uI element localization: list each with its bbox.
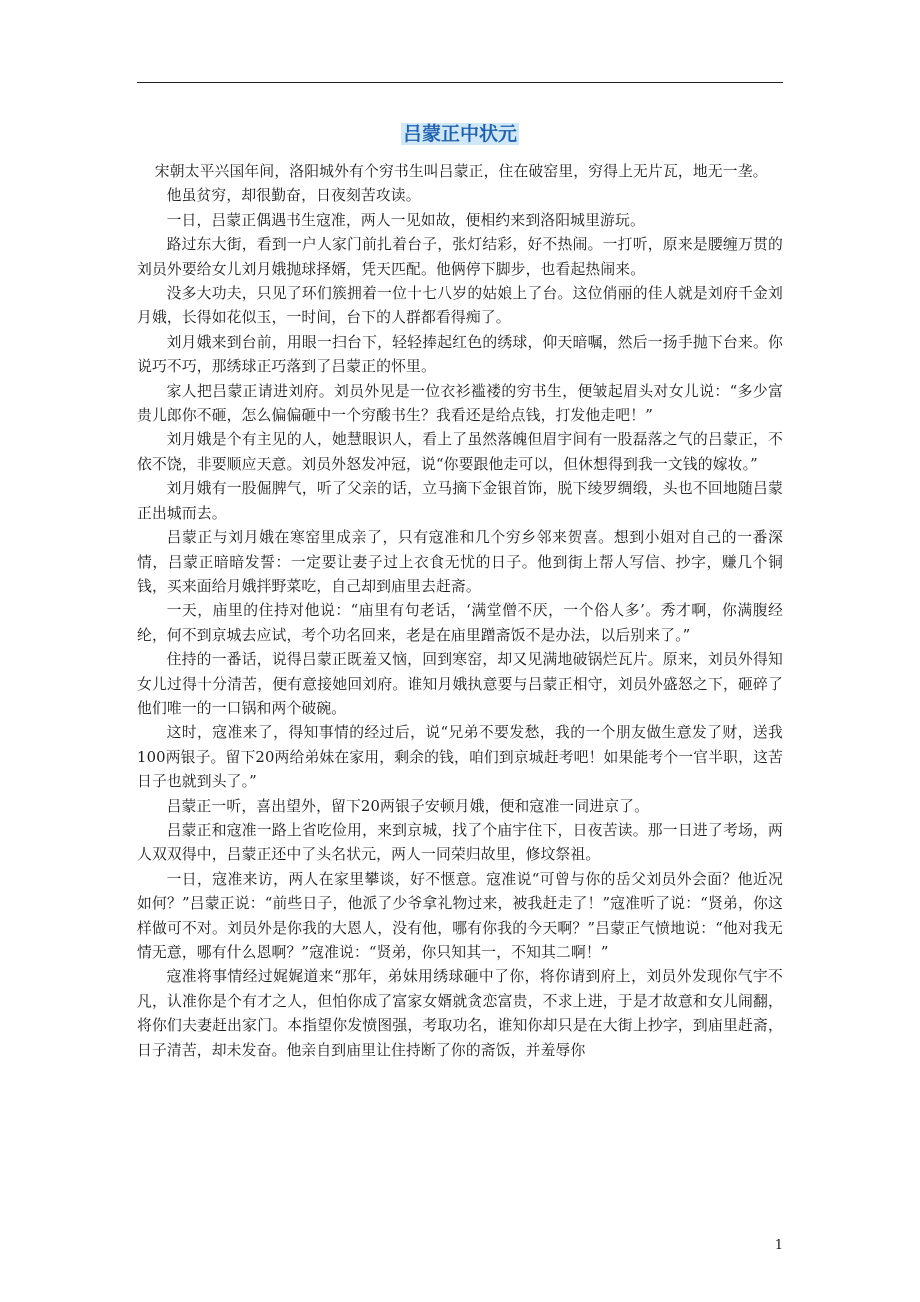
- paragraph: 寇准将事情经过娓娓道来“那年，弟妹用绣球砸中了你，将你请到府上，刘员外发现你气宇不凡，认准你是个有才之人，但怕你成了富家女婿就贪恋富贵，不求上进，于是才故意和女儿闹翻，将你们夫妻赶出家门。本指望你发愤图强，考取功名，谁知你却只是在大街上抄字，到庙里赶斋，日子清苦，却未发奋。他亲自到庙里让住持断了你的斋饭，并羞辱你: [137, 968, 783, 1059]
- document-title-text: 吕蒙正中状元: [402, 123, 517, 145]
- page-number: 1: [774, 1238, 783, 1253]
- paragraph: 一日，寇准来访，两人在家里攀谈，好不惬意。寇准说“可曾与你的岳父刘员外会面？他近况如何？”吕蒙正说：“前些日子，他派了少爷拿礼物过来，被我赶走了！”寇准听了说：“贤弟，你这样做可不对。刘员外是你我的大恩人，没有他，哪有你我的今天啊？”吕蒙正气愤地说：“他对我无情无意，哪有什么恩啊？”寇准说：“贤弟，你只知其一，不知其二啊！”: [137, 870, 783, 961]
- paragraph: 刘月娥有一股倔脾气，听了父亲的话，立马摘下金银首饰，脱下绫罗绸缎，头也不回地随吕蒙正出城而去。: [137, 480, 783, 522]
- paragraph: 吕蒙正与刘月娥在寒窑里成亲了，只有寇准和几个穷乡邻来贺喜。想到小姐对自己的一番深情，吕蒙正暗暗发誓：一定要让妻子过上衣食无忧的日子。他到街上帮人写信、抄字，赚几个铜钱，买来面给月娥拌野菜吃，自己却到庙里去赶斋。: [137, 529, 783, 595]
- paragraph: 吕蒙正和寇准一路上省吃俭用，来到京城，找了个庙宇住下，日夜苦读。那一日进了考场，两人双双得中，吕蒙正还中了头名状元，两人一同荣归故里，修坟祭祖。: [137, 821, 783, 864]
- paragraph: 住持的一番话，说得吕蒙正既羞又恼，回到寒窑，却又见满地破锅烂瓦片。原来，刘员外得知女儿过得十分清苦，便有意接她回刘府。谁知月娥执意要与吕蒙正相守，刘员外盛怒之下，砸碎了他们唯一的一口锅和两个破碗。: [137, 651, 783, 717]
- paragraph: 路过东大街，看到一户人家门前扎着台子，张灯结彩，好不热闹。一打听，原来是腰缠万贯的刘员外要给女儿刘月娥抛球择婿，凭天匹配。他俩停下脚步，也看起热闹来。: [137, 236, 783, 278]
- paragraph: 没多大功夫，只见了环们簇拥着一位十七八岁的姑娘上了台。这位俏丽的佳人就是刘府千金刘月娥，长得如花似玉，一时间，台下的人群都看得痴了。: [137, 285, 783, 327]
- document-title: [0, 119, 920, 149]
- paragraph: 吕蒙正一听，喜出望外，留下20两银子安顿月娥，便和寇准一同进京了。: [166, 797, 650, 815]
- paragraph: 刘月娥来到台前，用眼一扫台下，轻轻捧起红色的绣球，仰天暗嘱，然后一扬手抛下台来。你说巧不巧，那绣球正巧落到了吕蒙正的怀里。: [137, 333, 783, 376]
- paragraph: 这时，寇准来了，得知事情的经过后，说“兄弟不要发愁，我的一个朋友做生意发了财，送我100两银子。留下20两给弟妹在家用，剩余的钱，咱们到京城赶考吧！如果能考个一官半职，这苦日子也就到头了。”: [137, 724, 783, 791]
- paragraph: 他虽贫穷，却很勤奋，日夜刻苦攻读。: [166, 187, 421, 205]
- paragraph: 宋朝太平兴国年间，洛阳城外有个穷书生叫吕蒙正，住在破窑里，穷得上无片瓦，地无一垄。: [154, 163, 768, 180]
- paragraph: 一天，庙里的住持对他说：“庙里有句老话，‘满堂僧不厌，一个俗人多’。秀才啊，你满腹经纶，何不到京城去应试，考个功名回来，老是在庙里蹭斋饭不是办法，以后别来了。”: [137, 602, 783, 644]
- document-body: [137, 160, 783, 1063]
- paragraph: 一日，吕蒙正偶遇书生寇准，两人一见如故，便相约来到洛阳城里游玩。: [166, 211, 645, 229]
- paragraph: 刘月娥是个有主见的人，她慧眼识人，看上了虽然落魄但眉宇间有一股磊落之气的吕蒙正，不依不饶，非要顺应天意。刘员外怒发冲冠，说“你要跟他走可以，但休想得到我一文钱的嫁妆。”: [137, 431, 783, 473]
- paragraph: 家人把吕蒙正请进刘府。刘员外见是一位衣衫褴褛的穷书生，便皱起眉头对女儿说：“多少富贵儿郎你不砸，怎么偏偏砸中一个穷酸书生？我看还是给点钱，打发他走吧！”: [137, 382, 783, 425]
- header-rule: [137, 82, 783, 83]
